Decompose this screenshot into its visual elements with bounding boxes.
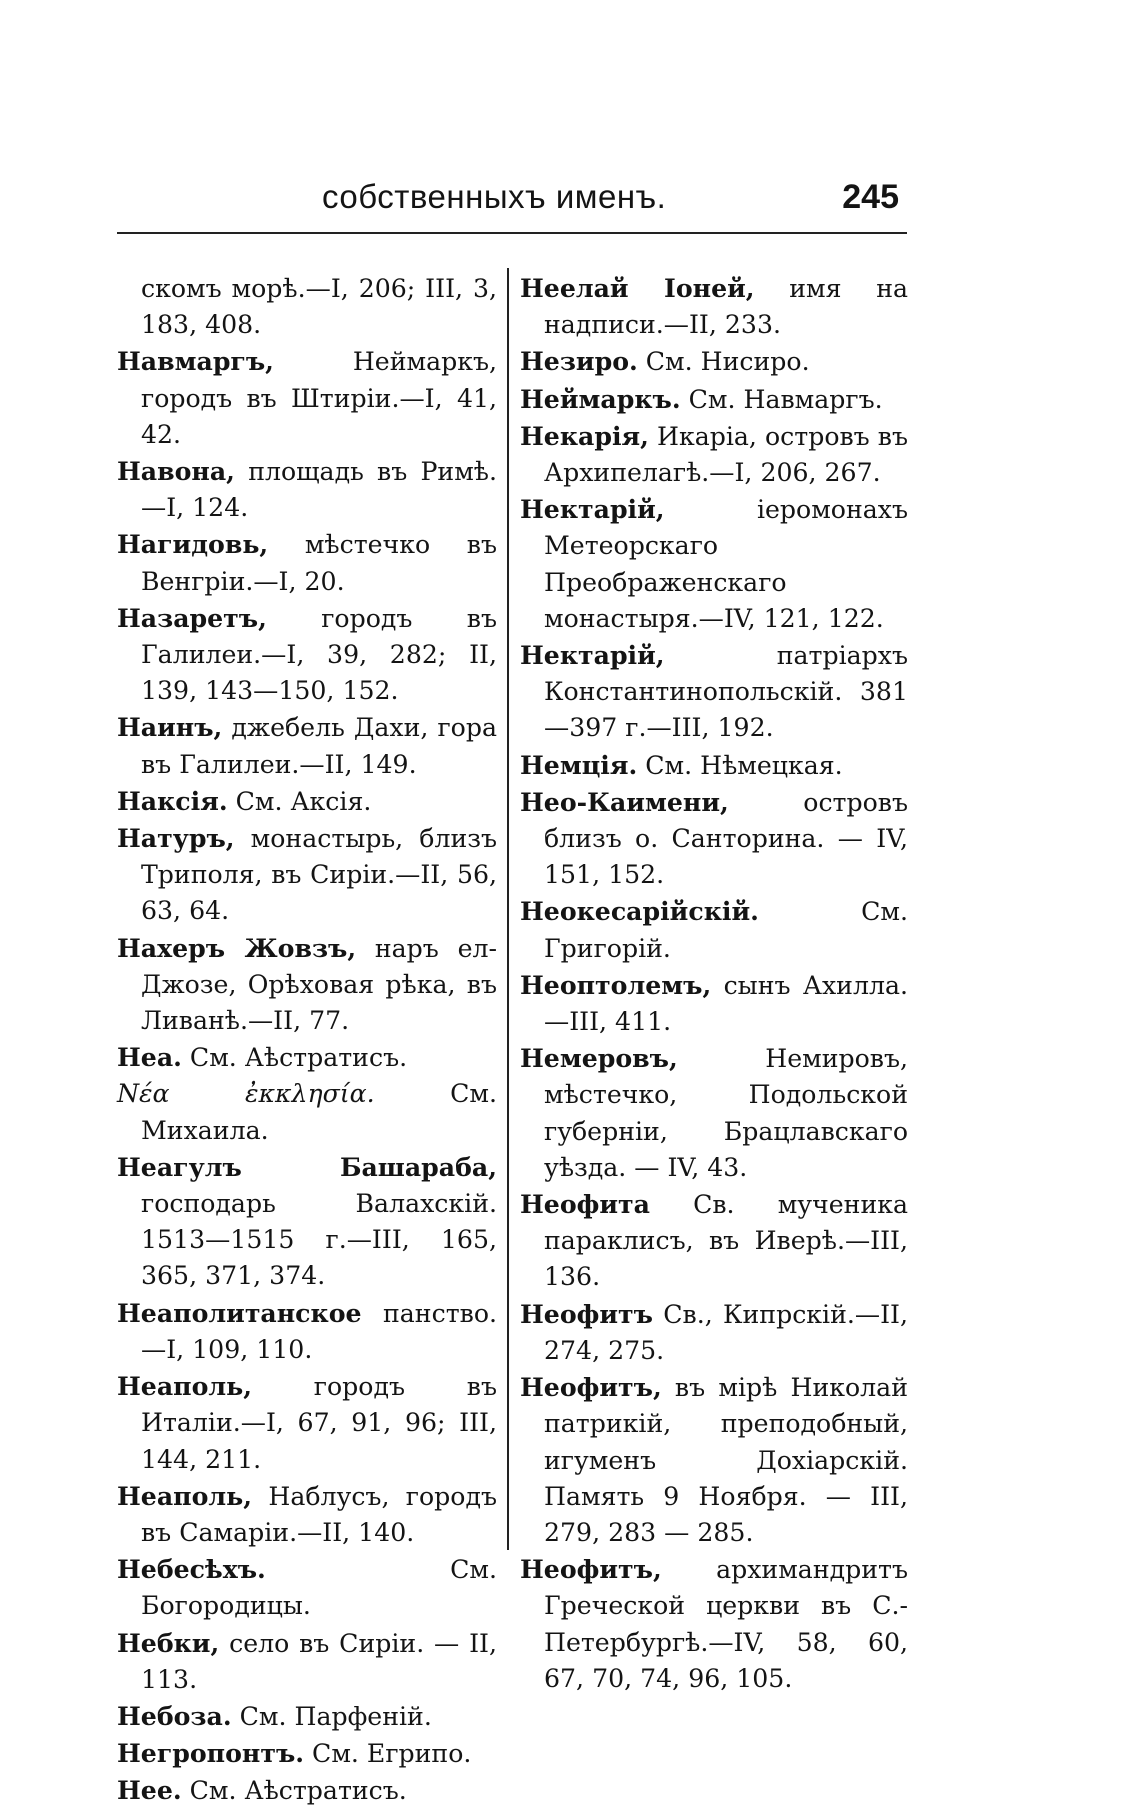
entry-text: мѣстечко въ Венгріи.—I, 20.: [141, 530, 497, 596]
index-entry: [520, 1551, 908, 1697]
index-entry: [117, 930, 497, 1040]
left-column: [117, 270, 497, 1810]
entry-text: патріархъ Константинопольскій. 381—397 г.—III, 192.: [544, 641, 908, 743]
entry-headword: Наинъ,: [117, 712, 223, 743]
index-entry: [117, 709, 497, 782]
entry-text: островъ близъ о. Санторина. — IV, 151, 152.: [544, 787, 908, 890]
entry-headword: Незиро.: [520, 346, 638, 377]
entry-text: См. Аѣстратисъ.: [181, 1043, 408, 1073]
entry-headword: Нектарій,: [520, 494, 665, 525]
entry-headword: Нагидовь,: [117, 529, 269, 560]
entry-headword: Νέα ἐκκλησία.: [117, 1079, 375, 1109]
entry-text: скомъ морѣ.—I, 206; III, 3, 183, 408.: [141, 274, 497, 340]
index-entry: [520, 270, 908, 343]
entry-headword: Неаполь,: [117, 1480, 253, 1511]
index-entry: [520, 967, 908, 1040]
entry-headword: Неоптолемъ,: [520, 969, 712, 1000]
entry-text: іеромонахъ Метеорскаго Преображенскаго монастыря.—IV, 121, 122.: [544, 495, 908, 633]
index-entry: [520, 1369, 908, 1551]
index-entry: [117, 343, 497, 453]
entry-text: См. Богородицы.: [141, 1555, 497, 1621]
entry-text: въ мірѣ Николай патрикій, преподобный, игуменъ Дохіарскій. Память 9 Ноября. — III, 279, 283 — 285.: [544, 1373, 908, 1547]
page-header: [117, 178, 907, 230]
entry-headword: Неофитъ,: [520, 1372, 662, 1403]
entry-headword: Неаполитанское: [117, 1297, 362, 1328]
index-entry: [117, 1076, 497, 1148]
entry-headword: Некарія,: [520, 420, 649, 451]
index-entry: [117, 600, 497, 710]
index-entry: [520, 381, 908, 418]
entry-text: Св., Кипрскій.—II, 274, 275.: [544, 1299, 908, 1365]
entry-text: См. Навмаргъ.: [680, 384, 883, 414]
index-entry: [117, 1772, 497, 1809]
entry-headword: Неаполь,: [117, 1371, 253, 1402]
entry-text: городъ въ Италіи.—I, 67, 91, 96; III, 144, 211.: [141, 1372, 497, 1474]
entry-headword: Натуръ,: [117, 823, 235, 854]
entry-text: сынъ Ахилла.—III, 411.: [544, 970, 908, 1037]
index-entry: [117, 1149, 497, 1295]
entry-headword: Неофитъ: [520, 1298, 653, 1329]
entry-text: См. Нѣмецкая.: [637, 750, 843, 780]
entry-text: Наблусъ, городъ въ Самаріи.—II, 140.: [141, 1481, 497, 1547]
index-entry: [520, 343, 908, 380]
entry-text: Немировъ, мѣстечко, Подольской губерніи, Брацлавскаго уѣзда. — IV, 43.: [544, 1044, 908, 1182]
entry-text: См. Михаила.: [141, 1079, 497, 1145]
column-divider: [507, 268, 509, 1550]
index-entry: [117, 1295, 497, 1368]
index-entry: [117, 270, 497, 343]
entry-text: Неймаркъ, городъ въ Штиріи.—I, 41, 42.: [141, 347, 497, 449]
entry-text: городъ въ Галилеи.—I, 39, 282; II, 139, 143—150, 152.: [141, 603, 497, 706]
entry-headword: Негропонтъ.: [117, 1738, 305, 1769]
entry-headword: Немеровъ,: [520, 1043, 678, 1074]
running-title: собственныхъ именъ.: [322, 178, 667, 215]
entry-headword: Неокесарійскій.: [520, 896, 759, 927]
entry-headword: Навона,: [117, 456, 235, 487]
index-entry: [117, 1625, 497, 1698]
index-entry: [117, 526, 497, 599]
entry-text: См. Нисиро.: [637, 347, 810, 377]
entry-text: господарь Валахскій. 1513—1515 г.—III, 165, 365, 371, 374.: [141, 1189, 497, 1291]
entry-headword: Небки,: [117, 1627, 220, 1658]
index-entry: [117, 1698, 497, 1735]
entry-headword: Навмаргъ,: [117, 346, 274, 377]
entry-text: См. Аксія.: [227, 786, 372, 816]
page-number: 245: [842, 178, 899, 216]
index-entry: [520, 637, 908, 747]
index-entry: [117, 1551, 497, 1624]
entry-text: имя на надписи.—II, 233.: [544, 274, 909, 340]
entry-text: джебель Дахи, гора въ Галилеи.—II, 149.: [141, 713, 497, 779]
header-rule: [117, 232, 907, 234]
entry-text: Икаріа, островъ въ Архипелагѣ.—I, 206, 267.: [544, 421, 908, 488]
index-entry: [117, 1478, 497, 1551]
index-entry: [117, 1368, 497, 1478]
index-entry: [520, 491, 908, 637]
entry-headword: Неа.: [117, 1042, 182, 1073]
index-entry: [520, 893, 908, 966]
entry-text: площадь въ Римѣ.—I, 124.: [141, 457, 497, 523]
entry-text: село въ Сиріи. — II, 113.: [141, 1628, 497, 1694]
index-entry: [117, 453, 497, 526]
index-entry: [117, 1735, 497, 1772]
entry-text: архимандритъ Греческой церкви въ С.-Петербургѣ.—IV, 58, 60, 67, 70, 74, 96, 105.: [544, 1555, 908, 1693]
entry-headword: Нектарій,: [520, 640, 665, 671]
entry-text: Св. мученика параклисъ, въ Иверѣ.—III, 136.: [544, 1190, 908, 1292]
entry-text: См. Аѣстратисъ.: [181, 1776, 407, 1806]
entry-headword: Неофита: [520, 1189, 650, 1220]
entry-headword: Немція.: [520, 749, 638, 780]
index-entry: [520, 418, 908, 491]
entry-text: панство.—I, 109, 110.: [141, 1298, 497, 1364]
entry-headword: Наксія.: [117, 785, 228, 816]
entry-text: монастырь, близъ Триполя, въ Сиріи.—II, 56, 63, 64.: [141, 824, 497, 926]
index-entry: [520, 747, 908, 784]
entry-headword: Неймаркъ.: [520, 383, 681, 414]
entry-text: См. Григорій.: [544, 897, 908, 963]
entry-headword: Неофитъ,: [520, 1554, 662, 1585]
index-entry: [520, 1040, 908, 1186]
entry-headword: Небесѣхъ.: [117, 1554, 266, 1585]
entry-headword: Нее.: [117, 1775, 182, 1806]
index-entry: [520, 1296, 908, 1369]
entry-text: См. Парфеній.: [231, 1701, 432, 1731]
index-entry: [117, 820, 497, 930]
index-entry: [117, 783, 497, 820]
index-entry: [520, 1186, 908, 1296]
index-entry: [520, 784, 908, 894]
entry-headword: Неагулъ Башараба,: [117, 1151, 497, 1182]
entry-headword: Назаретъ,: [117, 602, 267, 633]
entry-headword: Неелай Іоней,: [520, 273, 755, 303]
entry-headword: Нео-Каимени,: [520, 786, 729, 817]
entry-text: наръ ел-Джозе, Орѣховая рѣка, въ Ливанѣ.—II, 77.: [141, 933, 497, 1036]
entry-headword: Нахеръ Жовзъ,: [117, 932, 357, 963]
entry-text: См. Егрипо.: [304, 1739, 472, 1769]
index-entry: [117, 1039, 497, 1076]
entry-headword: Небоза.: [117, 1700, 232, 1731]
right-column: [520, 270, 908, 1697]
